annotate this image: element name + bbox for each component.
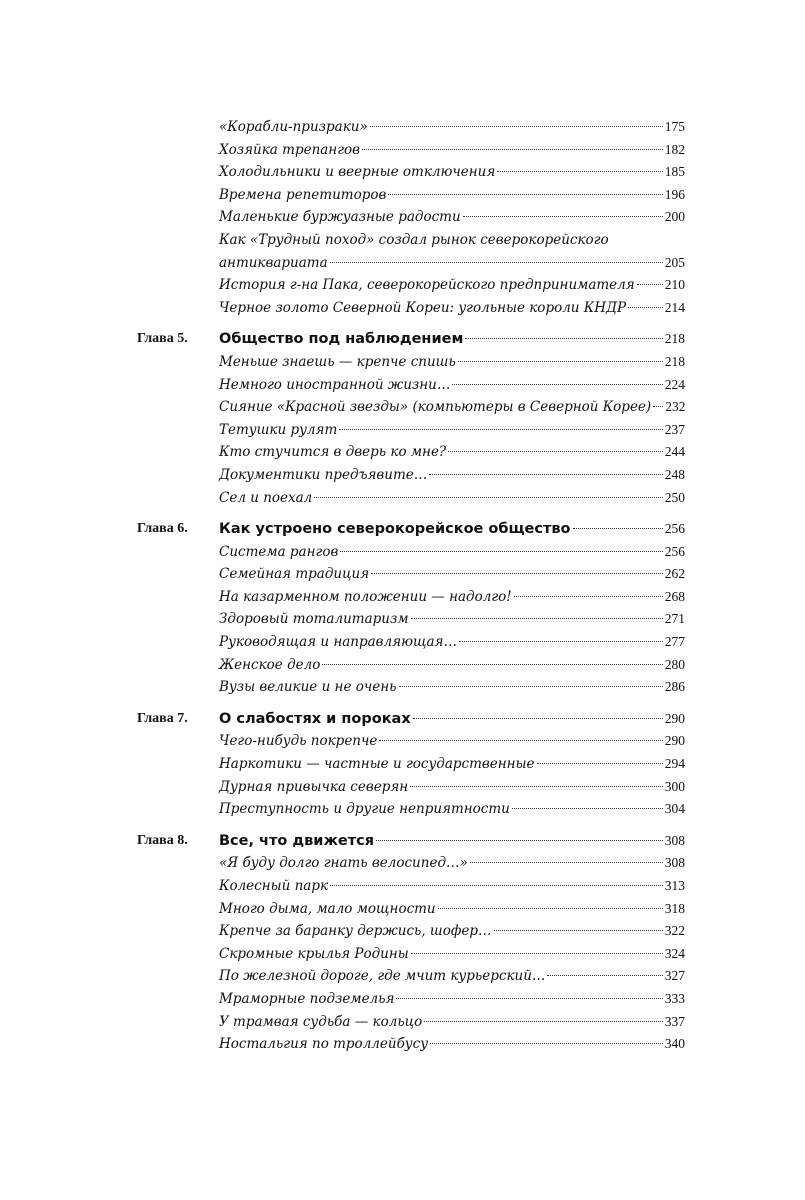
page-number: 196 (664, 186, 685, 202)
toc-line (219, 464, 685, 486)
page-number: 333 (664, 990, 685, 1006)
entry-title: Черное золото Северной Кореи: угольные короли КНДР (219, 299, 627, 316)
dot-leader (547, 975, 662, 976)
page-number: 304 (664, 801, 685, 817)
page-number: 250 (664, 489, 685, 505)
toc-line (219, 541, 685, 563)
entry-title: Руководящая и направляющая… (219, 634, 457, 651)
page-number: 256 (664, 543, 685, 559)
entry-title: Меньше знаешь — крепче спишь (219, 353, 456, 370)
entry-title: Кто стучится в дверь ко мне? (219, 444, 447, 461)
toc-line (219, 161, 685, 183)
toc-line (219, 830, 685, 852)
dot-leader (465, 338, 662, 339)
toc-line (219, 297, 685, 319)
page-number: 322 (664, 923, 685, 939)
toc-entry[interactable] (0, 586, 805, 609)
toc-line (219, 676, 685, 698)
toc-line (219, 563, 685, 585)
entry-title: Колесный парк (219, 878, 329, 894)
entry-title: История г-на Пака, северокорейского предпринимателя (219, 277, 635, 294)
entry-title: Преступность и другие неприятности (219, 801, 510, 818)
dot-leader (413, 718, 663, 719)
toc-entry[interactable] (0, 988, 805, 1011)
page-number: 175 (664, 119, 685, 134)
toc-line (219, 654, 685, 676)
page-number: 308 (664, 855, 685, 871)
toc-entry[interactable] (0, 753, 805, 776)
chapter-title: Все, что движется (219, 832, 375, 849)
toc-entry[interactable] (0, 920, 805, 943)
toc-chapter-entry[interactable] (0, 328, 805, 351)
entry-title: Здоровый тоталитаризм (219, 611, 409, 628)
page-number: 224 (664, 376, 685, 392)
page-number: 271 (664, 611, 685, 627)
dot-leader (362, 149, 663, 150)
toc-line (219, 441, 685, 463)
dot-leader (438, 908, 663, 909)
toc-line (219, 586, 685, 608)
chapter-title: О слабостях и пороках (219, 710, 411, 727)
toc-line (219, 351, 685, 373)
toc-line (219, 1011, 685, 1033)
toc-entry[interactable] (0, 274, 805, 297)
toc-entry[interactable] (0, 464, 805, 487)
toc-line (219, 419, 685, 441)
toc-line (219, 776, 685, 798)
toc-line (219, 898, 685, 920)
dot-leader (452, 384, 662, 385)
page-number: 318 (664, 900, 685, 916)
page-number: 290 (664, 733, 685, 749)
toc-entry[interactable] (0, 676, 805, 699)
toc-entry[interactable] (0, 184, 805, 207)
toc-entry[interactable] (0, 898, 805, 921)
toc-line (219, 328, 685, 350)
entry-title: Много дыма, мало мощности (219, 900, 436, 917)
dot-leader (339, 429, 662, 430)
toc-entry[interactable] (0, 608, 805, 631)
page-number: 205 (664, 254, 685, 270)
dot-leader (458, 361, 663, 362)
entry-title: «Я буду долго гнать велосипед…» (219, 855, 468, 872)
page-number: 256 (664, 521, 685, 537)
dot-leader (573, 528, 663, 529)
page-number: 286 (664, 679, 685, 695)
dot-leader (371, 573, 663, 574)
entry-title: Как «Трудный поход» создал рынок северокорейского (219, 231, 609, 248)
toc-entry[interactable] (0, 798, 805, 821)
toc-entry[interactable] (0, 965, 805, 988)
page-number: 308 (664, 832, 685, 848)
page-number: 300 (664, 778, 685, 794)
toc-line (219, 988, 685, 1010)
toc-entry[interactable] (0, 541, 805, 564)
page-number: 185 (664, 164, 685, 180)
entry-title: Тетушки рулят (219, 421, 338, 438)
entry-title: Наркотики — частные и государственные (219, 756, 535, 773)
toc-entry[interactable] (0, 297, 805, 320)
toc-entry[interactable] (0, 1033, 805, 1056)
toc-chapter-entry[interactable] (0, 708, 805, 731)
dot-leader (430, 1043, 663, 1044)
toc-line (219, 730, 685, 752)
dot-leader (411, 618, 663, 619)
dot-leader (459, 641, 663, 642)
toc-line (219, 116, 685, 138)
dot-leader (396, 998, 662, 999)
toc-line (219, 798, 685, 820)
toc-chapter-entry[interactable] (0, 830, 805, 853)
page-number: 237 (664, 421, 685, 437)
entry-title: Вузы великие и не очень (219, 679, 397, 696)
toc-entry[interactable] (0, 631, 805, 654)
entry-title: антиквариата (219, 254, 328, 271)
toc-line (219, 608, 685, 630)
toc-entry[interactable] (0, 730, 805, 753)
toc-entry[interactable] (0, 875, 805, 898)
chapter-label: Глава 6. (137, 521, 188, 537)
dot-leader (330, 885, 663, 886)
dot-leader (340, 551, 662, 552)
toc-line (219, 920, 685, 942)
entry-title: Система рангов (219, 543, 339, 560)
entry-title: Чего-нибудь покрепче (219, 733, 378, 750)
toc-line (219, 708, 685, 730)
toc-line (219, 518, 685, 540)
entry-title: Времена репетиторов (219, 186, 387, 203)
dot-leader (322, 664, 662, 665)
entry-title: Дурная привычка северян (219, 778, 409, 795)
page-number: 232 (665, 399, 686, 415)
toc-entry[interactable] (0, 229, 805, 252)
dot-leader (330, 262, 663, 263)
dot-leader (497, 171, 662, 172)
page-number: 340 (664, 1036, 685, 1052)
toc-entry[interactable] (0, 776, 805, 799)
chapter-label: Глава 8. (137, 832, 188, 848)
dot-leader (411, 953, 663, 954)
entry-title: Холодильники и веерные отключения (219, 164, 496, 181)
toc-line (219, 139, 685, 161)
page-number: 290 (664, 710, 685, 726)
page-number: 218 (664, 331, 685, 347)
toc-line (219, 206, 685, 228)
page-number: 248 (664, 466, 685, 482)
toc-entry[interactable] (0, 419, 805, 442)
dot-leader (379, 740, 662, 741)
toc-entry[interactable] (0, 139, 805, 162)
entry-title: На казарменном положении — надолго! (219, 588, 512, 605)
page-number: 324 (664, 945, 685, 961)
page-number: 294 (664, 756, 685, 772)
entry-title: Скромные крылья Родины (219, 945, 409, 962)
entry-title: Семейная традиция (219, 566, 370, 583)
page-number: 182 (664, 141, 685, 157)
toc-line (219, 943, 685, 965)
page-number: 268 (664, 588, 685, 604)
toc-chapter-entry[interactable] (0, 518, 805, 541)
dot-leader (410, 786, 663, 787)
toc-line (219, 374, 685, 396)
toc-line (219, 1033, 685, 1055)
dot-leader (376, 840, 663, 841)
toc-line (219, 753, 685, 775)
toc-line (219, 184, 685, 206)
dot-leader (637, 284, 663, 285)
entry-title: «Корабли-призраки» (219, 119, 368, 135)
page-number: 313 (664, 878, 685, 893)
entry-title: Сияние «Красной звезды» (компьютеры в Северной Корее) (219, 399, 652, 416)
toc-line (219, 229, 685, 251)
toc-entry[interactable] (0, 396, 805, 419)
toc-entry[interactable] (0, 852, 805, 875)
toc-entry[interactable] (0, 1011, 805, 1034)
dot-leader (448, 451, 663, 452)
toc-line (219, 252, 685, 274)
page-number: 214 (664, 299, 685, 315)
toc-entry[interactable] (0, 116, 805, 139)
toc-line (219, 875, 685, 897)
entry-title: По железной дороге, где мчит курьерский… (219, 968, 546, 985)
page-number: 337 (664, 1013, 685, 1029)
toc-line (219, 852, 685, 874)
entry-title: У трамвая судьба — кольцо (219, 1013, 423, 1030)
toc-line (219, 274, 685, 296)
dot-leader (514, 596, 663, 597)
chapter-title: Как устроено северокорейское общество (219, 521, 571, 538)
dot-leader (424, 1021, 663, 1022)
page-number: 327 (664, 968, 685, 984)
page-number: 244 (664, 444, 685, 460)
toc-entry[interactable] (0, 374, 805, 397)
page-number: 277 (664, 634, 685, 650)
toc-entry[interactable] (0, 161, 805, 184)
entry-title: Документики предъявите… (219, 466, 428, 483)
page-number: 262 (664, 566, 685, 582)
chapter-label: Глава 7. (137, 710, 188, 726)
toc-entry[interactable] (0, 654, 805, 677)
entry-title: Мраморные подземелья (219, 990, 395, 1007)
toc-entry[interactable] (0, 351, 805, 374)
dot-leader (494, 930, 663, 931)
entry-title: Хозяйка трепангов (219, 141, 361, 158)
toc-entry[interactable] (0, 252, 805, 275)
entry-title: Крепче за баранку держись, шофер… (219, 923, 492, 940)
dot-leader (537, 763, 663, 764)
dot-leader (388, 194, 662, 195)
dot-leader (512, 808, 663, 809)
table-of-contents (0, 116, 805, 1056)
entry-title: Маленькие буржуазные радости (219, 209, 461, 226)
entry-title: Ностальгия по троллейбусу (219, 1036, 429, 1053)
dot-leader (399, 686, 663, 687)
dot-leader (628, 307, 663, 308)
page-number: 210 (664, 277, 685, 293)
toc-entry[interactable] (0, 441, 805, 464)
dot-leader (314, 497, 662, 498)
page-number: 280 (664, 656, 685, 672)
dot-leader (470, 862, 663, 863)
dot-leader (653, 406, 663, 407)
toc-entry[interactable] (0, 943, 805, 966)
page-number: 218 (664, 353, 685, 369)
toc-entry[interactable] (0, 487, 805, 510)
dot-leader (429, 474, 662, 475)
toc-entry[interactable] (0, 563, 805, 586)
toc-line (219, 396, 685, 418)
entry-title: Женское дело (219, 656, 321, 673)
chapter-label: Глава 5. (137, 331, 188, 347)
dot-leader (463, 216, 663, 217)
toc-line (219, 965, 685, 987)
toc-entry[interactable] (0, 206, 805, 229)
page-number: 200 (664, 209, 685, 225)
entry-title: Немного иностранной жизни… (219, 376, 451, 393)
toc-line (219, 487, 685, 509)
entry-title: Сел и поехал (219, 489, 313, 506)
chapter-title: Общество под наблюдением (219, 331, 464, 348)
toc-line (219, 631, 685, 653)
dot-leader (370, 126, 663, 127)
